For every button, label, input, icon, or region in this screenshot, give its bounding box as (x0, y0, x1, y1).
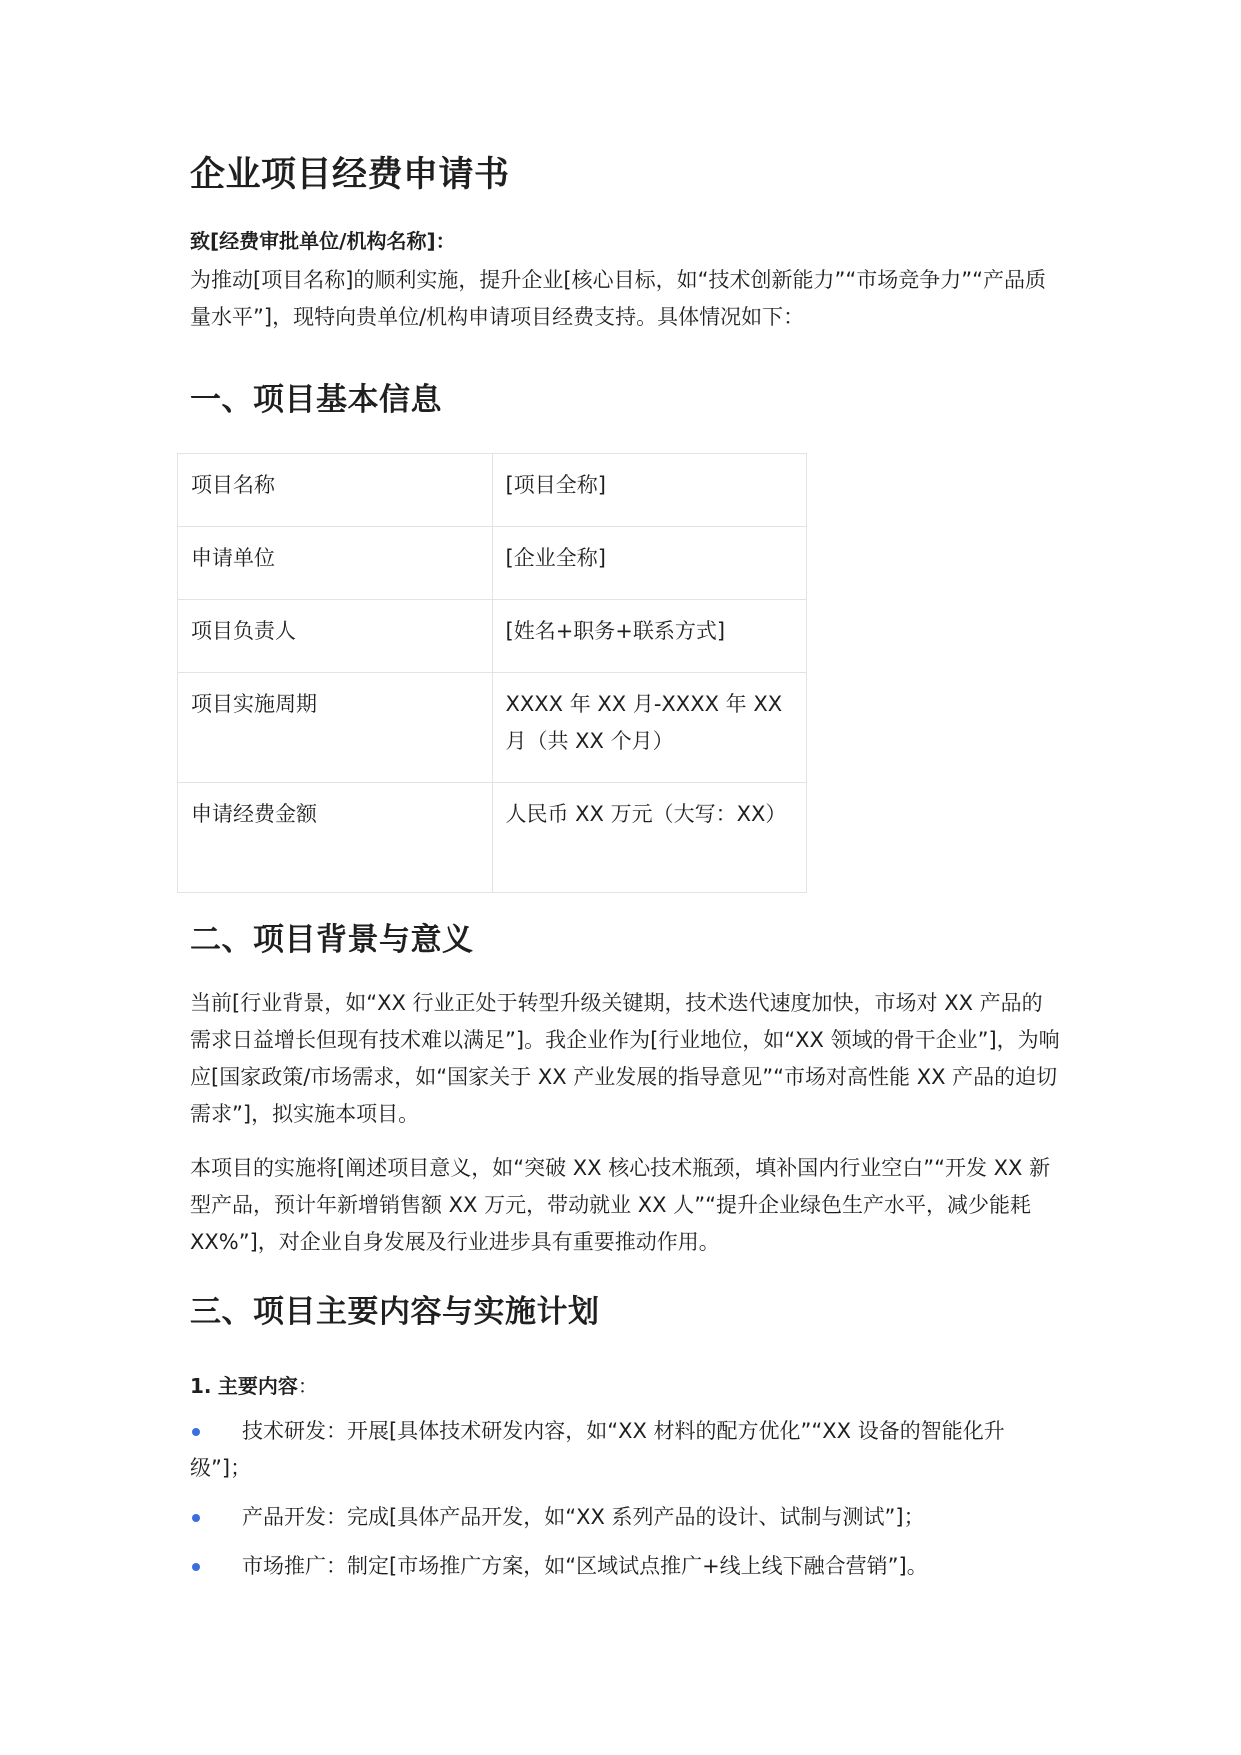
list-item (190, 1499, 1060, 1536)
table-row (178, 527, 807, 600)
section-heading-content-plan: 三、项目主要内容与实施计划 (190, 1294, 600, 1330)
table-label-cell: 申请经费金额 (178, 783, 493, 893)
main-content-list (190, 1413, 1060, 1597)
table-label-cell: 项目名称 (178, 454, 493, 527)
significance-paragraph: 本项目的实施将[阐述项目意义，如“突破 XX 核心技术瓶颈，填补国内行业空白”“开发 XX 新型产品，预计年新增销售额 XX 万元，带动就业 XX 人”“提升企业绿色生产水平，减少能耗 XX%”]，对企业自身发展及行业进步具有重要推动作用。 (190, 1156, 1051, 1254)
table-value-cell: [姓名+职务+联系方式] (492, 600, 807, 673)
section-heading-background: 二、项目背景与意义 (190, 922, 474, 958)
list-item-text: 技术研发：开展[具体技术研发内容，如“XX 材料的配方优化”“XX 设备的智能化升级”]； (190, 1419, 1005, 1480)
document-title: 企业项目经费申请书 (190, 155, 510, 195)
table-label-cell: 项目实施周期 (178, 673, 493, 783)
subheading-text: 主要内容 (217, 1374, 298, 1398)
subheading-number: 1. (190, 1374, 212, 1398)
project-info-table (177, 453, 807, 893)
table-value-cell: 人民币 XX 万元（大写：XX） (492, 783, 807, 893)
bullet-dot-icon (192, 1514, 200, 1522)
table-row (178, 454, 807, 527)
table-label-cell: 申请单位 (178, 527, 493, 600)
table-value-cell: [项目全称] (492, 454, 807, 527)
list-item-text: 产品开发：完成[具体产品开发，如“XX 系列产品的设计、试制与测试”]； (242, 1505, 925, 1529)
bullet-dot-icon (192, 1428, 200, 1436)
subheading-main-content (190, 1371, 318, 1401)
background-paragraph: 当前[行业背景，如“XX 行业正处于转型升级关键期，技术迭代速度加快，市场对 XX 产品的需求日益增长但现有技术难以满足”]。我企业作为[行业地位，如“XX 领域的骨干企业”]，为响应[国家政策/市场需求，如“国家关于 XX 产业发展的指导意见”“市场对高性能 XX 产品的迫切需求”]，拟实施本项目。 (190, 991, 1060, 1126)
table-label-cell: 项目负责人 (178, 600, 493, 673)
table-value-cell: [企业全称] (492, 527, 807, 600)
bullet-dot-icon (192, 1563, 200, 1571)
table-row (178, 673, 807, 783)
list-item (190, 1548, 1060, 1585)
intro-paragraph: 为推动[项目名称]的顺利实施，提升企业[核心目标，如“技术创新能力”“市场竞争力”“产品质量水平”]，现特向贵单位/机构申请项目经费支持。具体情况如下： (190, 268, 1046, 329)
table-row (178, 783, 807, 893)
section-heading-basic-info: 一、项目基本信息 (190, 382, 442, 418)
list-item-text: 市场推广：制定[市场推广方案，如“区域试点推广+线上线下融合营销”]。 (242, 1554, 928, 1578)
addressee: 致[经费审批单位/机构名称]： (190, 229, 456, 253)
table-value-cell: XXXX 年 XX 月-XXXX 年 XX 月（共 XX 个月） (492, 673, 807, 783)
list-item (190, 1413, 1060, 1487)
table-row (178, 600, 807, 673)
subheading-colon: ： (297, 1374, 318, 1398)
